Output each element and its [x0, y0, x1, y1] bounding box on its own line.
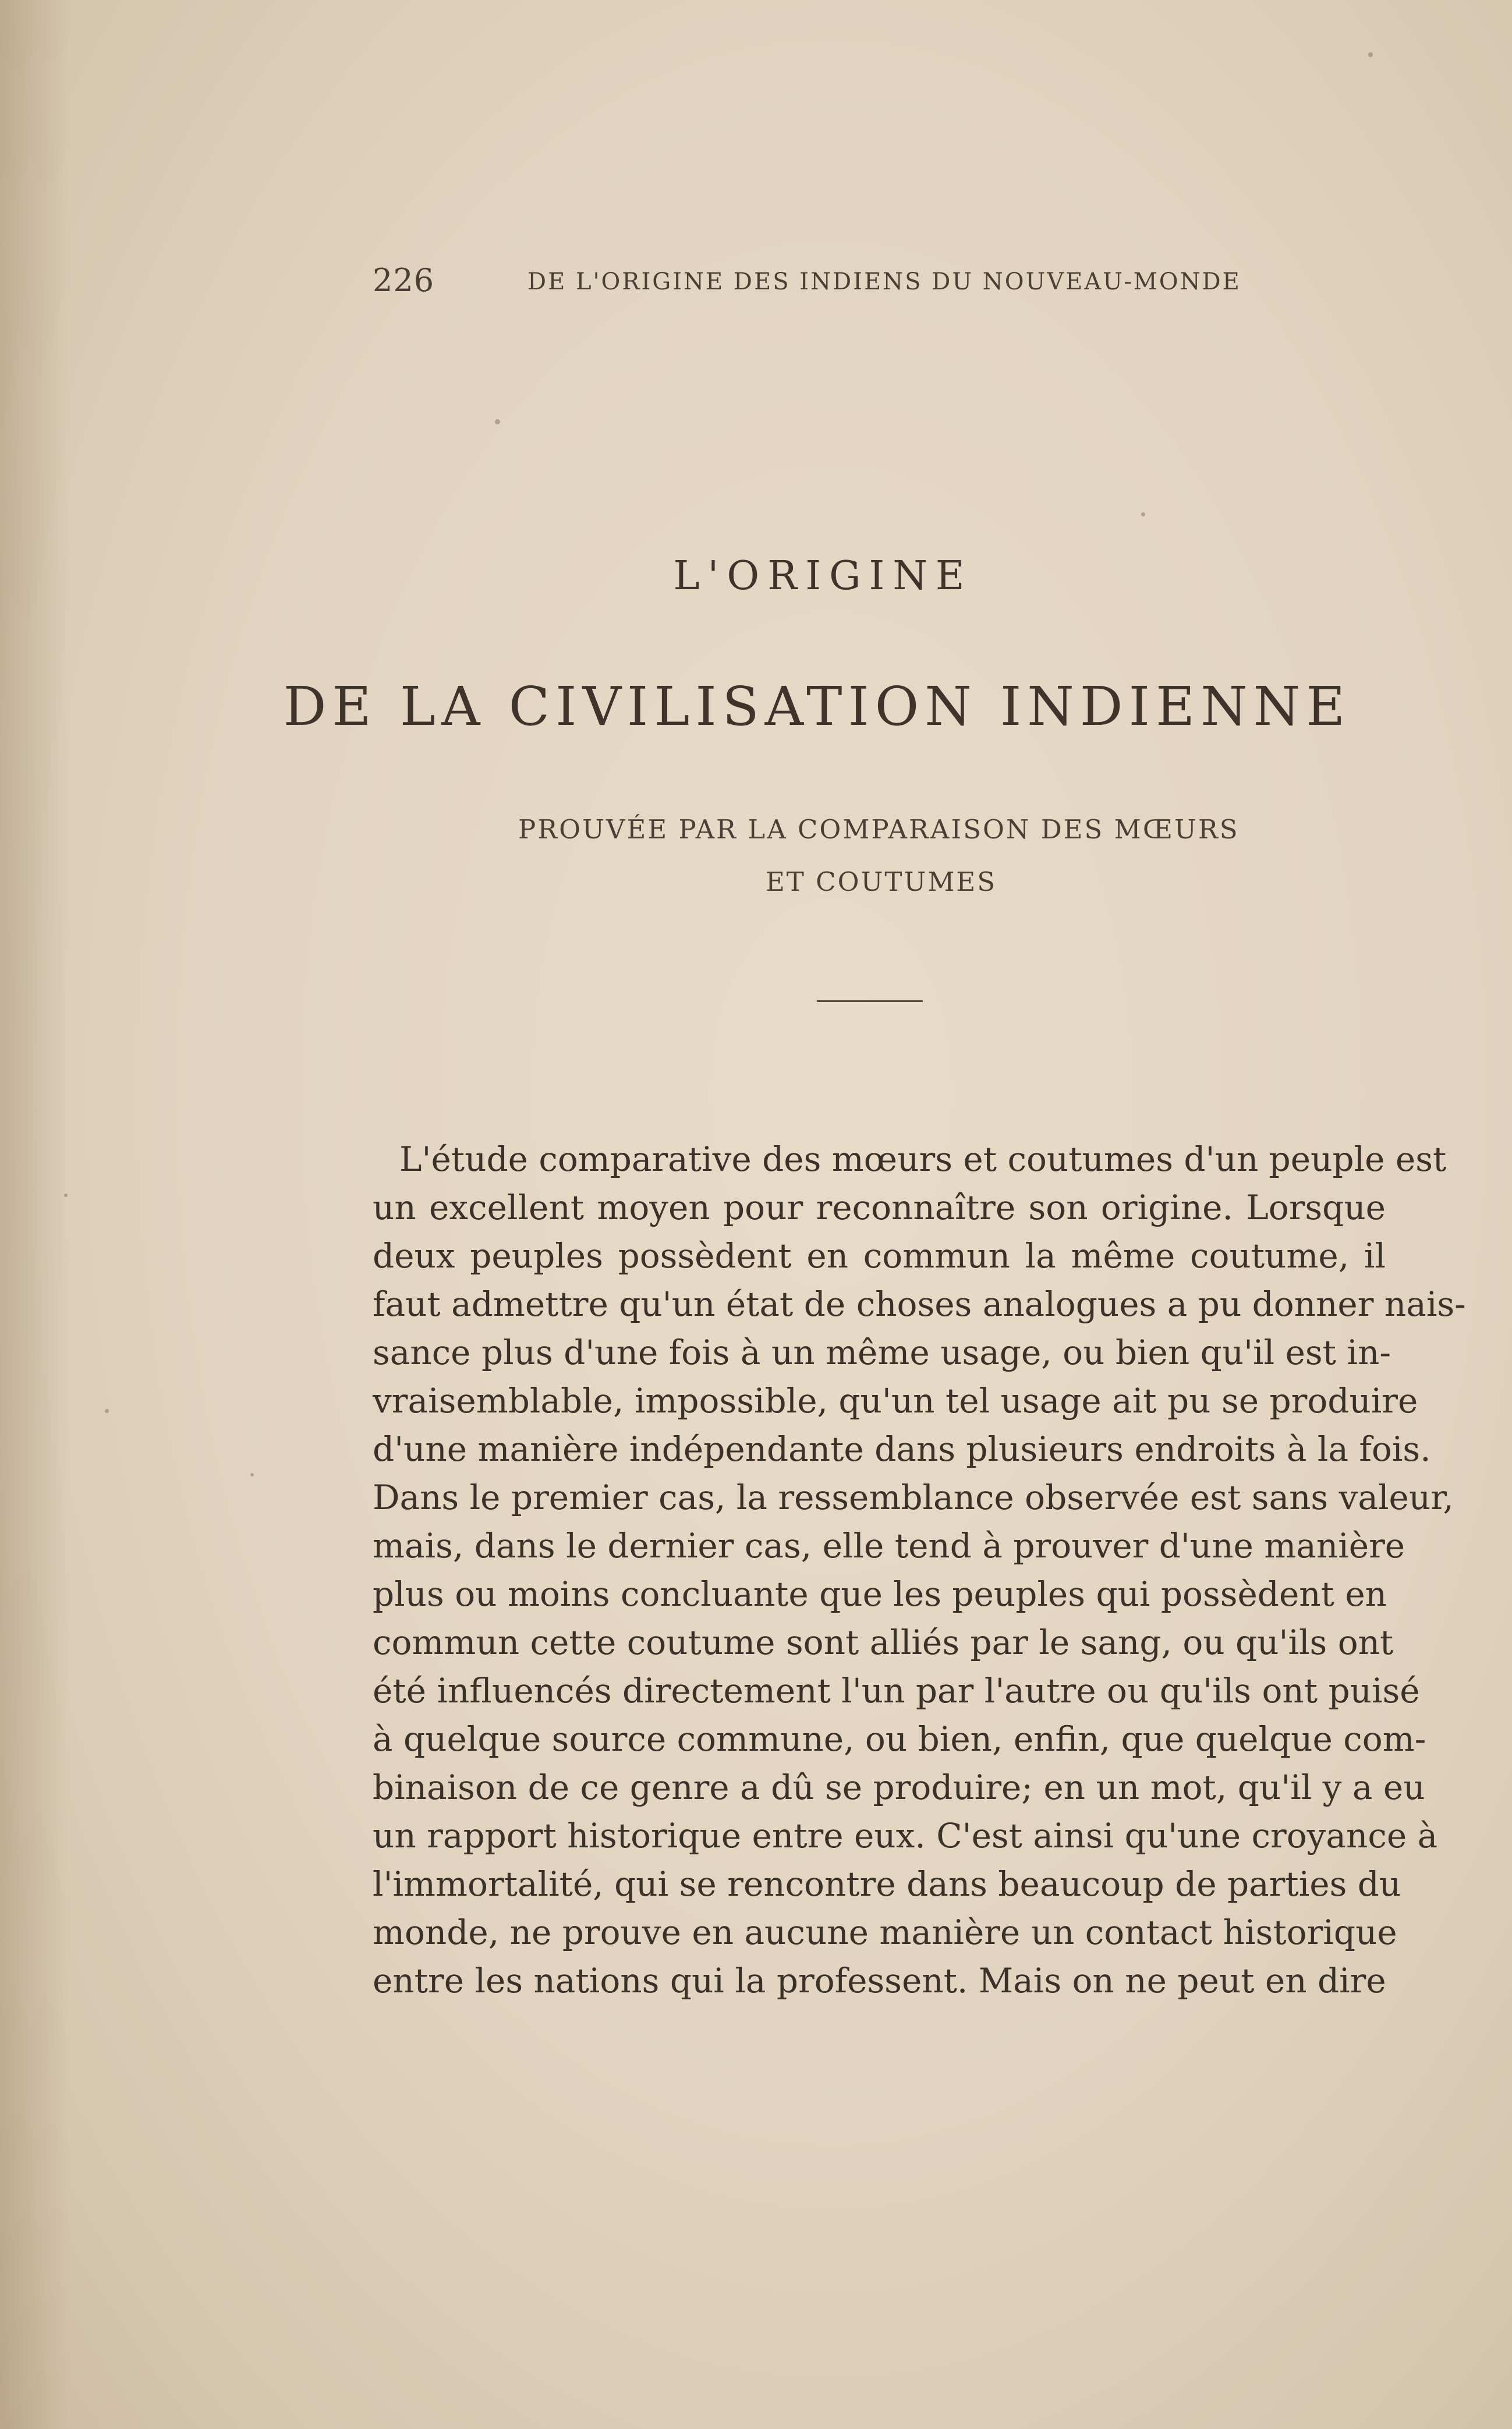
text-line: binaison de ce genre a dû se produire; en un mot, qu'il y a eu	[373, 1768, 1425, 1807]
chapter-note	[518, 803, 1275, 908]
chapter-subtitle: DE LA CIVILISATION INDIENNE	[283, 675, 1351, 738]
section-divider	[817, 1000, 923, 1002]
chapter-title: L'ORIGINE	[673, 553, 973, 599]
running-header	[373, 263, 1246, 298]
paper-speck	[64, 1194, 68, 1197]
running-title: DE L'ORIGINE DES INDIENS DU NOUVEAU-MONDE	[527, 268, 1241, 295]
chapter-note-line-1: PROUVÉE PAR LA COMPARAISON DES MŒURS	[518, 814, 1240, 845]
text-line: Dans le premier cas, la ressemblance observée est sans valeur,	[373, 1478, 1454, 1517]
text-line: vraisemblable, impossible, qu'un tel usage ait pu se produire	[373, 1381, 1418, 1421]
text-line: mais, dans le dernier cas, elle tend à prouver d'une manière	[373, 1526, 1405, 1566]
text-line: L'étude comparative des mœurs et coutumes d'un peuple est	[399, 1139, 1447, 1179]
body-paragraph	[373, 1135, 1466, 2005]
text-line: monde, ne prouve en aucune manière un contact historique	[373, 1913, 1397, 1952]
spine-shadow	[0, 0, 70, 2429]
text-line: commun cette coutume sont alliés par le sang, ou qu'ils ont	[373, 1623, 1394, 1662]
paper-speck	[495, 419, 500, 424]
text-line: sance plus d'une fois à un même usage, ou bien qu'il est in-	[373, 1333, 1391, 1372]
text-line: un excellent moyen pour reconnaître son origine. Lorsque	[373, 1188, 1386, 1227]
text-line: entre les nations qui la professent. Mais on ne peut en dire	[373, 1961, 1386, 2000]
text-line: deux peuples possèdent en commun la même coutume, il	[373, 1236, 1386, 1276]
text-line: été influencés directement l'un par l'autre ou qu'ils ont puisé	[373, 1671, 1420, 1711]
text-line: l'immortalité, qui se rencontre dans beaucoup de parties du	[373, 1864, 1401, 1904]
chapter-note-line-2: ET COUTUMES	[766, 866, 997, 897]
paper-speck	[1141, 512, 1145, 516]
page-number: 226	[373, 262, 435, 299]
text-line: plus ou moins concluante que les peuples qui possèdent en	[373, 1574, 1387, 1614]
text-line: d'une manière indépendante dans plusieurs endroits à la fois.	[373, 1429, 1431, 1469]
paper-speck	[1368, 52, 1373, 57]
paper-speck	[250, 1473, 254, 1476]
text-line: à quelque source commune, ou bien, enfin, que quelque com-	[373, 1719, 1426, 1759]
text-line: faut admettre qu'un état de choses analogues a pu donner nais-	[373, 1284, 1466, 1324]
paper-speck	[105, 1409, 109, 1413]
text-line: un rapport historique entre eux. C'est ainsi qu'une croyance à	[373, 1816, 1438, 1856]
